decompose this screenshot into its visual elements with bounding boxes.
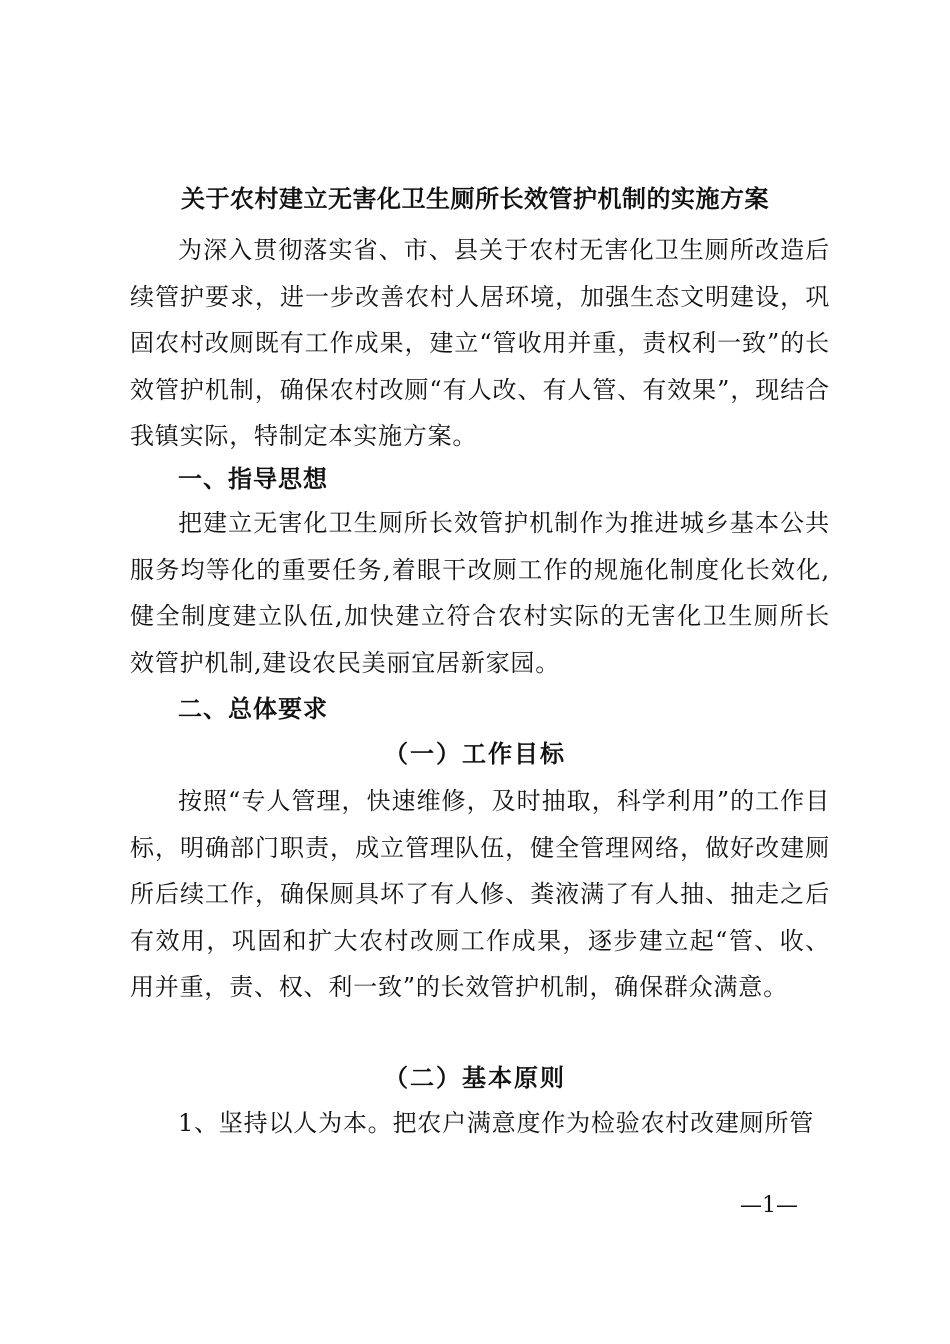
section-heading-guiding-ideology: 一、指导思想	[178, 465, 328, 493]
guiding-ideology-paragraph: 把建立无害化卫生厕所长效管护机制作为推进城乡基本公共服务均等化的重要任务,着眼干改厕工作的规施化制度化长效化,健全制度建立队伍,加快建立符合农村实际的无害化卫生厕所长效管护机制,建设农民美丽宜居新家园。	[130, 509, 830, 677]
document-title: 关于农村建立无害化卫生厕所长效管护机制的实施方案	[181, 184, 769, 213]
page-number: —1—	[740, 1193, 798, 1218]
section-heading-general-requirements: 二、总体要求	[178, 695, 328, 723]
subheading-work-goals: （一）工作目标	[384, 739, 566, 768]
work-goals-paragraph: 按照“专人管理，快速维修，及时抽取，科学利用”的工作目标，明确部门职责，成立管理队伍，健全管理网络，做好改建厕所后续工作，确保厕具坏了有人修、粪液满了有人抽、抽走之后有效用，巩固和扩大农村改厕工作成果，逐步建立起“管、收、用并重，责、权、利一致”的长效管护机制，确保群众满意。	[130, 787, 830, 1001]
subheading-basic-principles: （二）基本原则	[384, 1063, 566, 1092]
principle-item-1: 1、坚持以人为本。把农户满意度作为检验农村改建厕所管	[178, 1109, 815, 1137]
intro-paragraph: 为深入贯彻落实省、市、县关于农村无害化卫生厕所改造后续管护要求，进一步改善农村人居环境，加强生态文明建设，巩固农村改厕既有工作成果，建立“管收用并重，责权利一致”的长效管护机制，确保农村改厕“有人改、有人管、有效果”，现结合我镇实际，特制定本实施方案。	[130, 236, 830, 450]
